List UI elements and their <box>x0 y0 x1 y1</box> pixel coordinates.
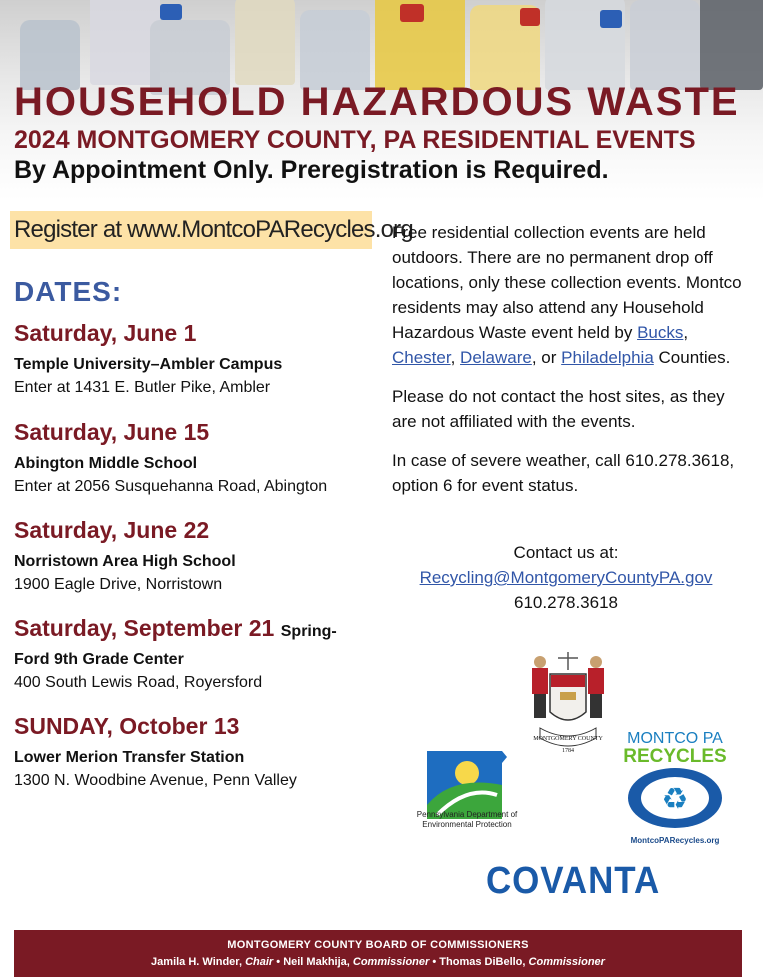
event-venue: Temple University–Ambler Campus <box>14 356 283 373</box>
event-item <box>14 713 374 790</box>
seal-text: MONTGOMERY COUNTY <box>533 736 603 742</box>
event-date: Saturday, June 22 <box>14 517 210 543</box>
event-venue: Lower Merion Transfer Station <box>14 749 245 766</box>
info-paragraph-1: Free residential collection events are held outdoors. There are no permanent drop off locations, only these collection events. Montco residents may also attend any Household Hazardous Waste event held by Bucks, Chester, Delaware, or Philadelphia Counties. <box>392 223 742 367</box>
bucks-link[interactable]: Bucks <box>637 323 684 342</box>
board-title: MONTGOMERY COUNTY BOARD OF COMMISSIONERS <box>227 939 529 951</box>
dep-caption: Pennsylvania Department of Environmental Protection <box>416 810 518 829</box>
event-date: Saturday, September 21 <box>14 615 275 641</box>
contact-block <box>392 540 740 615</box>
montco-line-2: RECYCLES <box>623 746 727 767</box>
covanta-logo: COVANTA <box>486 860 661 902</box>
event-address: 1900 Eagle Drive, Norristown <box>14 576 223 593</box>
event-address: Enter at 2056 Susquehanna Road, Abington <box>14 478 328 495</box>
event-address: 400 South Lewis Road, Royersford <box>14 674 263 691</box>
event-item <box>14 320 374 397</box>
commissioners-line: Jamila H. Winder, Chair • Neil Makhija, Commissioner • Thomas DiBello, Commissioner <box>151 956 605 968</box>
event-address: 1300 N. Woodbine Avenue, Penn Valley <box>14 772 297 789</box>
event-item <box>14 517 374 594</box>
event-date: Saturday, June 1 <box>14 320 197 346</box>
info-paragraph-3: In case of severe weather, call 610.278.3618, option 6 for event status. <box>392 451 735 495</box>
event-item <box>14 419 374 496</box>
event-venue: Abington Middle School <box>14 455 198 472</box>
event-venue: Norristown Area High School <box>14 553 236 570</box>
info-paragraph-2: Please do not contact the host sites, as they are not affiliated with the events. <box>392 387 725 431</box>
appointment-notice: By Appointment Only. Preregistration is Required. <box>14 156 609 184</box>
event-address: Enter at 1431 E. Butler Pike, Ambler <box>14 379 271 396</box>
info-column <box>392 220 742 512</box>
page-subtitle: 2024 MONTGOMERY COUNTY, PA RESIDENTIAL EVENTS <box>14 126 696 154</box>
event-date-line <box>14 615 374 642</box>
montco-recycles-logo <box>620 730 730 845</box>
recycle-icon <box>620 767 730 829</box>
philadelphia-link[interactable]: Philadelphia <box>561 348 654 367</box>
page-title: HOUSEHOLD HAZARDOUS WASTE <box>14 80 740 124</box>
footer-banner <box>14 930 742 977</box>
county-seal-logo <box>520 648 616 758</box>
contact-email-link[interactable]: Recycling@MontgomeryCountyPA.gov <box>419 568 713 587</box>
contact-phone: 610.278.3618 <box>514 593 618 612</box>
delaware-link[interactable]: Delaware <box>460 348 532 367</box>
chester-link[interactable]: Chester <box>392 348 451 367</box>
svg-text:♻: ♻ <box>661 782 689 817</box>
seal-year: 1784 <box>562 748 574 754</box>
event-date: Saturday, June 15 <box>14 419 210 445</box>
event-venue-part: Spring- <box>280 623 337 640</box>
montco-url: MontcoPARecycles.org <box>630 836 720 845</box>
event-venue: Ford 9th Grade Center <box>14 651 184 668</box>
header-banner <box>0 0 763 200</box>
register-link[interactable]: Register at www.MontcoPARecycles.org <box>10 211 372 249</box>
dates-heading: DATES: <box>14 276 123 307</box>
event-item <box>14 615 374 692</box>
event-date: SUNDAY, October 13 <box>14 713 240 739</box>
contact-heading: Contact us at: <box>513 543 619 562</box>
montco-line-1: MONTCO PA <box>627 730 723 747</box>
